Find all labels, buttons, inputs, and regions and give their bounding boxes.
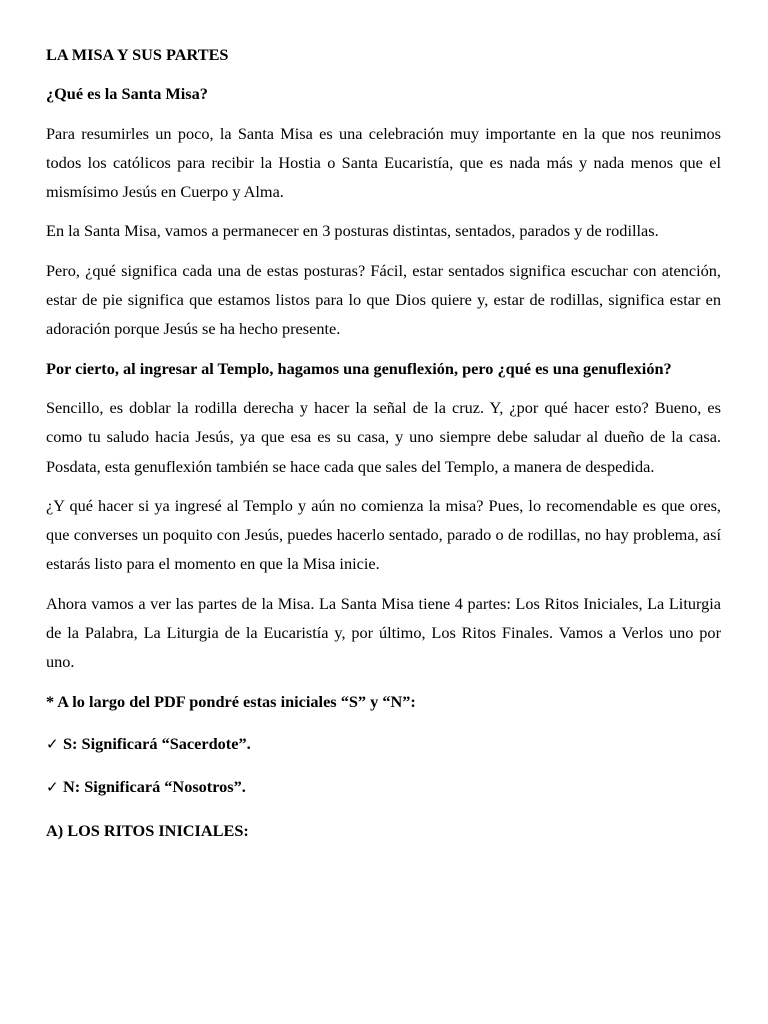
check-item bbox=[46, 729, 721, 759]
paragraph: Ahora vamos a ver las partes de la Misa. La Santa Misa tiene 4 partes: Los Ritos Iniciales, La Liturgia de la Palabra, La Liturgia de la Eucaristía y, por último, Los Ritos Finales. Vamos a Verlos uno por uno. bbox=[46, 593, 721, 672]
check-item bbox=[46, 772, 721, 802]
paragraph: Para resumirles un poco, la Santa Misa es una celebración muy importante en la que nos reunimos todos los católicos para recibir la Hostia o Santa Eucaristía, que es nada más y nada menos que el mismísimo Jesús en Cuerpo y Alma. bbox=[46, 123, 721, 202]
paragraph: En la Santa Misa, vamos a permanecer en 3 posturas distintas, sentados, parados y de rodillas. bbox=[46, 221, 659, 241]
paragraph: ¿Y qué hacer si ya ingresé al Templo y aún no comienza la misa? Pues, lo recomendable es que ores, que converses un poquito con Jesús, puedes hacerlo sentado, parado o de rodillas, no hay problema, así estarás listo para el momento en que la Misa inicie. bbox=[46, 495, 721, 574]
bold-question-paragraph: Por cierto, al ingresar al Templo, hagamos una genuflexión, pero ¿qué es una genuflexión? bbox=[46, 358, 672, 378]
question-heading: ¿Qué es la Santa Misa? bbox=[46, 84, 208, 104]
section-heading: A) LOS RITOS INICIALES: bbox=[46, 820, 249, 840]
document-title: LA MISA Y SUS PARTES bbox=[46, 45, 229, 64]
document-page bbox=[46, 40, 721, 855]
check-item-text: N: Significará “Nosotros”. bbox=[63, 777, 246, 797]
check-item-text: S: Significará “Sacerdote”. bbox=[63, 733, 251, 753]
paragraph: Sencillo, es doblar la rodilla derecha y hacer la señal de la cruz. Y, ¿por qué hacer esto? Bueno, es como tu saludo hacia Jesús, ya que esa es su casa, y uno siempre debe saludar al dueño de la casa. Posdata, esta genuflexión también se hace cada que sales del Templo, a manera de despedida. bbox=[46, 397, 721, 476]
check-icon: ✓ bbox=[46, 778, 59, 797]
paragraph: Pero, ¿qué significa cada una de estas posturas? Fácil, estar sentados significa escuchar con atención, estar de pie significa que estamos listos para lo que Dios quiere y, estar de rodillas, significa estar en adoración porque Jesús se ha hecho presente. bbox=[46, 260, 721, 339]
note-line: * A lo largo del PDF pondré estas iniciales “S” y “N”: bbox=[46, 691, 416, 711]
check-icon: ✓ bbox=[46, 734, 59, 753]
